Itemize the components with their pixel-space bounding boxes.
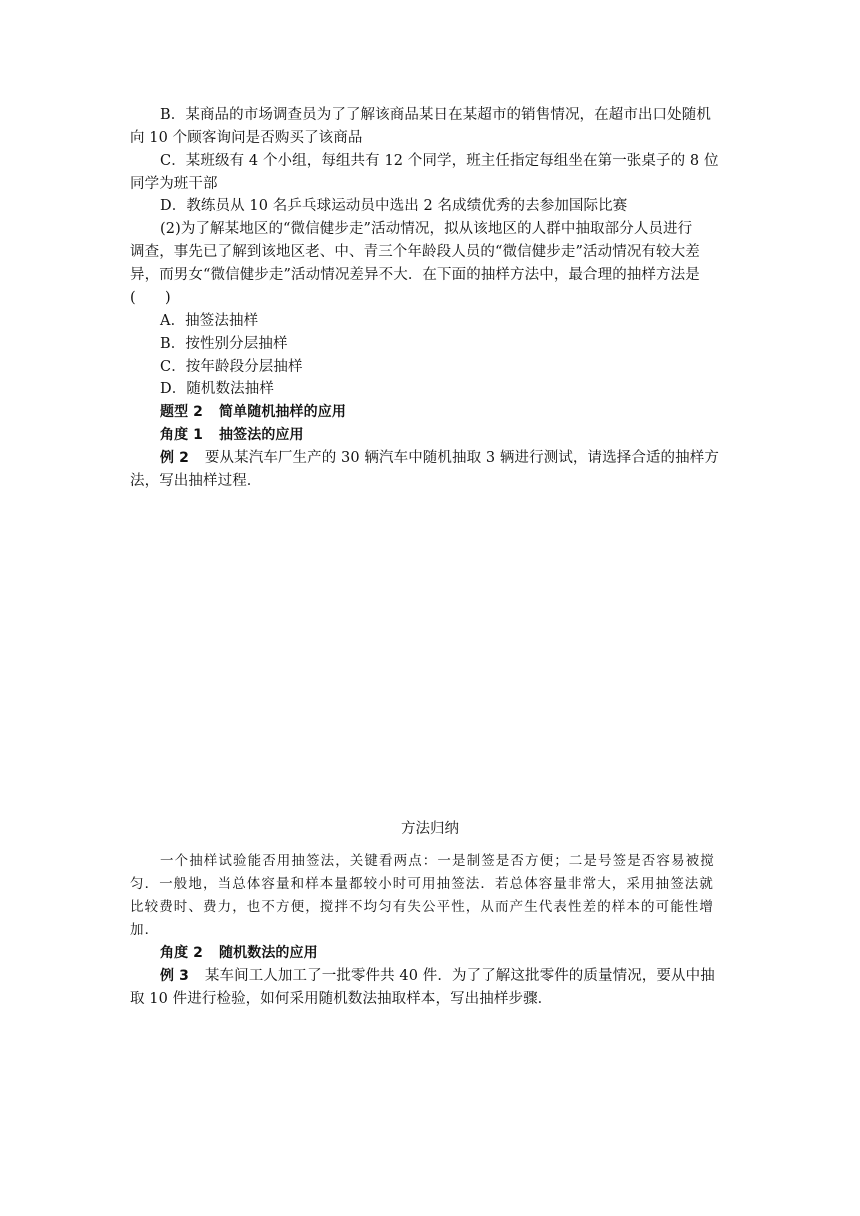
q2-stem-line3: 异，而男女“微信健步走”活动情况差异不大．在下面的抽样方法中，最合理的抽样方法是 — [130, 267, 700, 283]
q2-option-a: A．抽签法抽样 — [160, 313, 259, 329]
example3-text1: 某车间工人加工了一批零件共 40 件．为了了解这批零件的质量情况，要从中抽 — [204, 968, 715, 984]
q1-option-c-line2: 同学为班干部 — [130, 176, 218, 192]
method-heading: 方法归纳 — [401, 821, 459, 837]
angle2-title: 随机数法的应用 — [219, 945, 318, 961]
example3-line1 — [160, 965, 715, 987]
q1-option-b-line1: B．某商品的市场调查员为了了解该商品某日在某超市的销售情况，在超市出口处随机 — [160, 107, 711, 123]
method-line4: 加． — [130, 922, 160, 938]
example2-line2: 法，写出抽样过程． — [130, 473, 262, 489]
example3-label: 例 3 — [160, 968, 189, 984]
angle1-label: 角度 1 — [160, 427, 204, 443]
method-line3: 比较费时、费力，也不方便，搅拌不均匀有失公平性，从而产生代表性差的样本的可能性增 — [130, 899, 714, 915]
method-line1: 一个抽样试验能否用抽签法，关键看两点：一是制签是否方便；二是号签是否容易被搅 — [160, 853, 715, 869]
q2-stem-line2: 调查，事先已了解到该地区老、中、青三个年龄段人员的“微信健步走”活动情况有较大差 — [130, 244, 700, 260]
q2-stem-line4: ( ) — [130, 290, 171, 306]
angle2-label: 角度 2 — [160, 945, 204, 961]
type2-title: 简单随机抽样的应用 — [219, 404, 346, 420]
method-line2: 匀．一般地，当总体容量和样本量都较小时可用抽签法．若总体容量非常大，采用抽签法就 — [130, 876, 714, 892]
angle2-heading — [160, 942, 318, 964]
example2-text1: 要从某汽车厂生产的 30 辆汽车中随机抽取 3 辆进行测试，请选择合适的抽样方 — [204, 450, 719, 466]
q2-stem-line1: (2)为了解某地区的“微信健步走”活动情况，拟从该地区的人群中抽取部分人员进行 — [160, 221, 693, 237]
q2-option-b: B．按性别分层抽样 — [160, 336, 288, 352]
example3-line2: 取 10 件进行检验，如何采用随机数法抽取样本，写出抽样步骤． — [130, 991, 553, 1007]
example2-label: 例 2 — [160, 450, 189, 466]
type2-heading — [160, 401, 346, 423]
angle1-heading — [160, 424, 304, 446]
q1-option-b-line2: 向 10 个顾客询问是否购买了该商品 — [130, 130, 363, 146]
q1-option-d: D．教练员从 10 名乒乓球运动员中选出 2 名成绩优秀的去参加国际比赛 — [160, 198, 628, 214]
q1-option-c-line1: C．某班级有 4 个小组，每组共有 12 个同学，班主任指定每组坐在第一张桌子的 8 位 — [160, 153, 719, 169]
q2-option-c: C．按年龄段分层抽样 — [160, 359, 303, 375]
angle1-title: 抽签法的应用 — [219, 427, 304, 443]
type2-label: 题型 2 — [160, 404, 204, 420]
example2-line1 — [160, 447, 719, 469]
q2-option-d: D．随机数法抽样 — [160, 381, 274, 397]
